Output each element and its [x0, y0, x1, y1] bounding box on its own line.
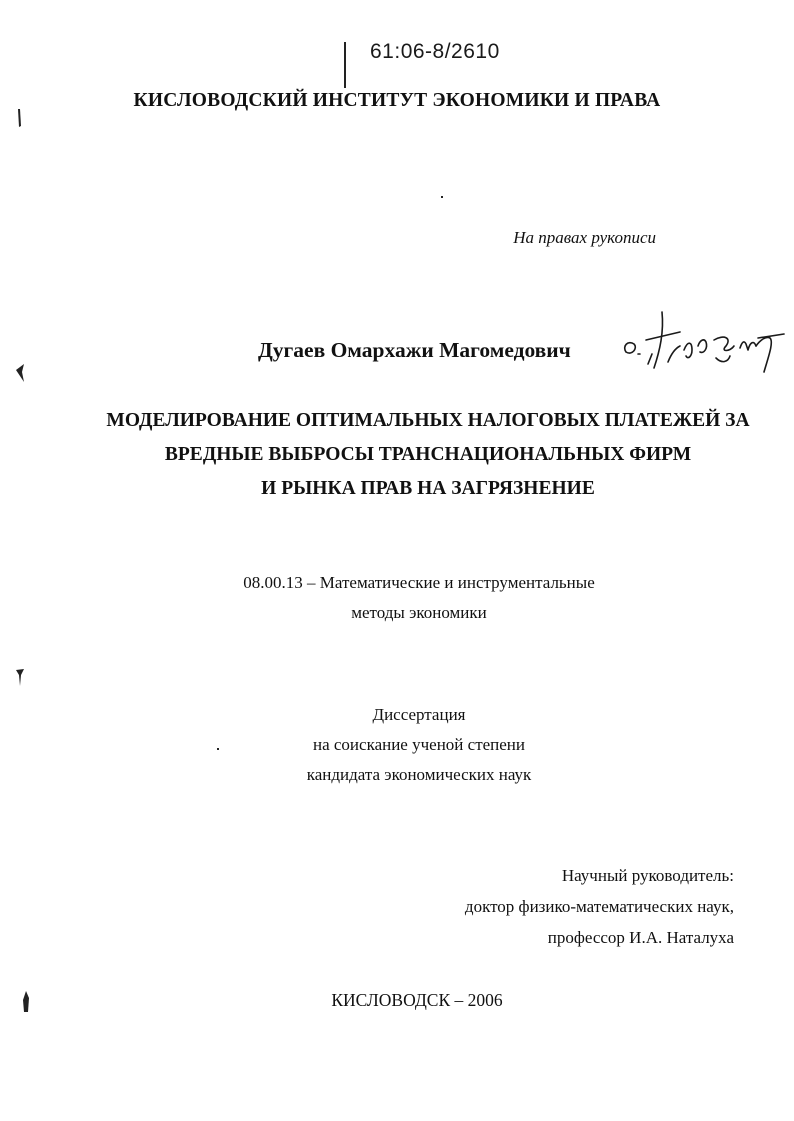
scan-mark	[14, 108, 26, 128]
degree-line: на соискание ученой степени	[312, 735, 526, 754]
city-year: КИСЛОВОДСК – 2006	[331, 990, 503, 1010]
scan-mark	[14, 666, 28, 688]
scan-mark	[20, 990, 34, 1014]
author-name: Дугаев Омархажи Магомедович	[258, 338, 571, 362]
title-line: МОДЕЛИРОВАНИЕ ОПТИМАЛЬНЫХ НАЛОГОВЫХ ПЛАТЕЖЕЙ ЗА	[106, 410, 750, 431]
specialty-line: методы экономики	[351, 603, 487, 622]
supervisor-line: доктор физико-математических наук,	[464, 897, 734, 916]
institute-name: КИСЛОВОДСКИЙ ИНСТИТУТ ЭКОНОМИКИ И ПРАВА	[133, 90, 661, 111]
supervisor-line: профессор И.А. Наталуха	[547, 928, 734, 947]
supervisor-block	[0, 860, 734, 953]
stamp-bar	[344, 42, 346, 88]
archive-stamp-code: 61:06-8/2610	[370, 40, 500, 63]
specialty-code	[0, 568, 794, 628]
title-line: И РЫНКА ПРАВ НА ЗАГРЯЗНЕНИЕ	[261, 478, 595, 499]
scan-speck	[217, 748, 219, 750]
supervisor-line: Научный руководитель:	[561, 866, 734, 885]
degree-line: кандидата экономических наук	[306, 765, 532, 784]
dissertation-title	[60, 404, 794, 506]
rights-note: На правах рукописи	[513, 228, 656, 247]
scan-mark	[14, 362, 28, 384]
scan-speck	[441, 196, 443, 198]
author-signature	[618, 302, 788, 382]
specialty-line: 08.00.13 – Математические и инструментальные	[243, 573, 595, 592]
degree-line: Диссертация	[372, 705, 466, 724]
title-line: ВРЕДНЫЕ ВЫБРОСЫ ТРАНСНАЦИОНАЛЬНЫХ ФИРМ	[164, 444, 692, 465]
degree-statement	[0, 700, 794, 790]
